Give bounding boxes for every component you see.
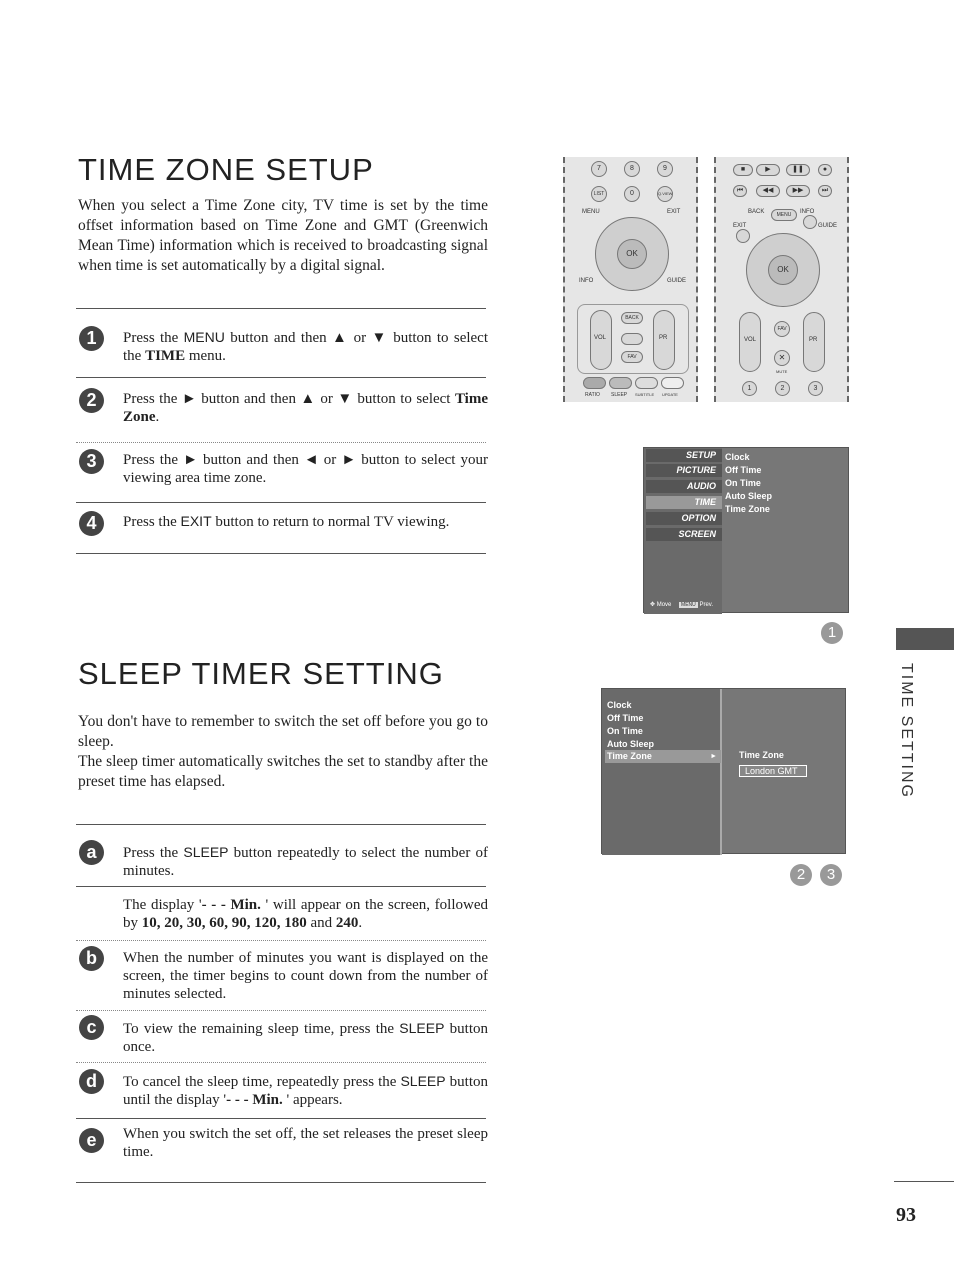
time-zone-intro: When you select a Time Zone city, TV time is set by the time offset information based on Time Zone and GMT (Greenwich Mean Time) information which is received to broadcasting signal when time is set automatically by a digital signal. xyxy=(78,197,488,274)
osd-item-off-time[interactable]: Off Time xyxy=(725,465,762,475)
osd-item-on-time[interactable]: On Time xyxy=(607,726,643,736)
sleep-timer-title: SLEEP TIMER SETTING xyxy=(78,656,444,691)
guide-label: GUIDE xyxy=(667,278,687,284)
osd-item-auto-sleep[interactable]: Auto Sleep xyxy=(725,491,773,501)
button-8[interactable]: 8 xyxy=(624,161,640,177)
update-label: UPDATE xyxy=(662,392,678,397)
osd-list-column xyxy=(602,689,722,855)
fav-button[interactable]: FAV xyxy=(774,321,790,337)
info-label: INFO xyxy=(579,278,594,284)
osd-main-menu xyxy=(643,447,849,613)
sleep-step-e: When you switch the set off, the set releases the preset sleep time. xyxy=(123,1126,488,1160)
button-1[interactable]: 1 xyxy=(742,381,757,396)
osd-item-clock[interactable]: Clock xyxy=(607,700,632,710)
pr-label: PR xyxy=(809,337,818,343)
button-7[interactable]: 7 xyxy=(591,161,607,177)
osd-item-clock[interactable]: Clock xyxy=(725,452,750,462)
divider xyxy=(76,1062,486,1063)
prev-chapter-button[interactable]: ⏮ xyxy=(733,185,747,197)
section-tab-label: TIME SETTING xyxy=(898,663,915,799)
time-zone-value[interactable]: London GMT xyxy=(739,765,807,777)
record-button[interactable]: ● xyxy=(818,164,832,176)
osd-menu-option[interactable]: OPTION xyxy=(646,512,722,525)
exit-button[interactable] xyxy=(736,229,750,243)
button-3[interactable]: 3 xyxy=(808,381,823,396)
section-tab-marker xyxy=(896,628,954,650)
sleep-label: SLEEP xyxy=(611,392,628,398)
osd-item-auto-sleep[interactable]: Auto Sleep xyxy=(607,739,655,749)
step-number: 1 xyxy=(79,326,104,351)
vol-label: VOL xyxy=(594,335,607,341)
play-button[interactable]: ▶ xyxy=(756,164,780,176)
remote-control-right xyxy=(714,157,849,402)
button-9[interactable]: 9 xyxy=(657,161,673,177)
list-button[interactable]: LIST xyxy=(591,186,607,202)
divider xyxy=(894,1181,954,1182)
time-zone-step-2: Press the ► button and then ▲ or ▼ button to select Time Zone. xyxy=(123,391,488,425)
divider xyxy=(76,940,486,941)
divider xyxy=(76,553,486,554)
pr-label: PR xyxy=(659,335,668,341)
fav-button[interactable]: FAV xyxy=(621,351,643,363)
arrow-right-icon: ► xyxy=(710,753,717,760)
osd-menu-setup[interactable]: SETUP xyxy=(646,449,722,462)
info-label: INFO xyxy=(800,209,815,215)
divider xyxy=(76,1010,486,1011)
move-icon: ✥ xyxy=(650,602,656,608)
step-number: 3 xyxy=(79,449,104,474)
osd-menu-audio[interactable]: AUDIO xyxy=(646,480,722,493)
osd-time-list xyxy=(607,699,654,751)
pause-button[interactable]: ❚❚ xyxy=(786,164,810,176)
next-chapter-button[interactable]: ⏭ xyxy=(818,185,832,197)
remote-control-left xyxy=(563,157,698,402)
mute-button[interactable]: ✕ xyxy=(774,350,790,366)
step-letter: b xyxy=(79,946,104,971)
exit-label: EXIT xyxy=(733,223,747,229)
time-zone-step-1: Press the MENU button and then ▲ or ▼ button to select the TIME menu. xyxy=(123,329,489,364)
time-zone-label: Time Zone xyxy=(739,750,784,760)
osd-item-on-time[interactable]: On Time xyxy=(725,478,761,488)
page-number: 93 xyxy=(896,1204,916,1226)
step-letter: d xyxy=(79,1069,104,1094)
menu-button[interactable]: MENU xyxy=(771,209,797,221)
divider xyxy=(76,824,486,825)
menu-key: MENU xyxy=(681,602,696,608)
osd-menu-column xyxy=(644,448,722,614)
sleep-step-d: To cancel the sleep time, repeatedly press the SLEEP button until the display '- - - Min. ' appears. xyxy=(123,1073,488,1108)
step-badge-2: 2 xyxy=(790,864,812,886)
back-label: BACK xyxy=(748,209,765,215)
divider xyxy=(76,1182,486,1183)
osd-footer: ✥ Move MENU Prev. xyxy=(650,602,714,608)
step-letter: a xyxy=(79,840,104,865)
sleep-timer-intro: You don't have to remember to switch the set off before you go to sleep. The sleep timer automatically switches the set to standby after the preset time has elapsed. xyxy=(78,713,488,790)
divider xyxy=(76,1118,486,1119)
step-letter: c xyxy=(79,1015,104,1040)
vol-label: VOL xyxy=(744,337,757,343)
osd-menu-time[interactable]: TIME xyxy=(646,496,722,509)
exit-label: EXIT xyxy=(667,209,681,215)
osd-submenu xyxy=(725,451,772,516)
back-button[interactable]: BACK xyxy=(621,312,643,324)
button-0[interactable]: 0 xyxy=(624,186,640,202)
fast-forward-button[interactable]: ▶▶ xyxy=(786,185,810,197)
osd-item-time-zone[interactable]: Time Zone xyxy=(725,504,770,514)
sleep-step-display: The display '- - - Min. ' will appear on the screen, followed by 10, 20, 30, 60, 90, 120, 180 and 240. xyxy=(123,897,488,931)
divider xyxy=(76,442,486,443)
osd-menu-screen[interactable]: SCREEN xyxy=(646,528,722,541)
ratio-label: RATIO xyxy=(585,392,600,398)
step-number: 4 xyxy=(79,511,104,536)
subtitle-button[interactable] xyxy=(635,377,658,389)
update-button[interactable] xyxy=(661,377,684,389)
stop-button[interactable]: ■ xyxy=(733,164,753,176)
divider xyxy=(76,377,486,378)
osd-item-off-time[interactable]: Off Time xyxy=(607,713,644,723)
divider xyxy=(76,502,486,503)
step-badge-3: 3 xyxy=(820,864,842,886)
sleep-step-a: Press the SLEEP button repeatedly to select the number of minutes. xyxy=(123,844,489,879)
time-zone-title: TIME ZONE SETUP xyxy=(78,152,374,187)
subtitle-label: SUBTITLE xyxy=(635,392,655,397)
rewind-button[interactable]: ◀◀ xyxy=(756,185,780,197)
qview-button[interactable]: Q.VIEW xyxy=(657,186,673,202)
blank-button[interactable] xyxy=(621,333,643,345)
ratio-button[interactable] xyxy=(583,377,606,389)
sleep-step-c: To view the remaining sleep time, press the SLEEP button once. xyxy=(123,1020,489,1055)
divider xyxy=(76,308,486,309)
osd-item-time-zone-selected[interactable]: Time Zone ► xyxy=(605,750,721,763)
step-number: 2 xyxy=(79,388,104,413)
info-button[interactable] xyxy=(803,215,817,229)
sleep-button[interactable] xyxy=(609,377,632,389)
guide-label: GUIDE xyxy=(818,223,838,229)
menu-label: MENU xyxy=(582,209,600,215)
time-zone-step-4: Press the EXIT button to return to normal TV viewing. xyxy=(123,513,450,530)
button-2[interactable]: 2 xyxy=(775,381,790,396)
step-badge-1: 1 xyxy=(821,622,843,644)
step-letter: e xyxy=(79,1128,104,1153)
osd-time-zone-menu xyxy=(601,688,846,854)
divider xyxy=(76,886,486,887)
ok-button[interactable]: OK xyxy=(768,255,798,285)
ok-button[interactable]: OK xyxy=(617,239,647,269)
sleep-step-b: When the number of minutes you want is displayed on the screen, the timer begins to count down from the number of minutes selected. xyxy=(123,950,488,1002)
osd-menu-picture[interactable]: PICTURE xyxy=(646,464,722,477)
mute-label: MUTE xyxy=(776,369,788,374)
time-zone-step-3: Press the ► button and then ◄ or ► button to select your viewing area time zone. xyxy=(123,452,488,486)
